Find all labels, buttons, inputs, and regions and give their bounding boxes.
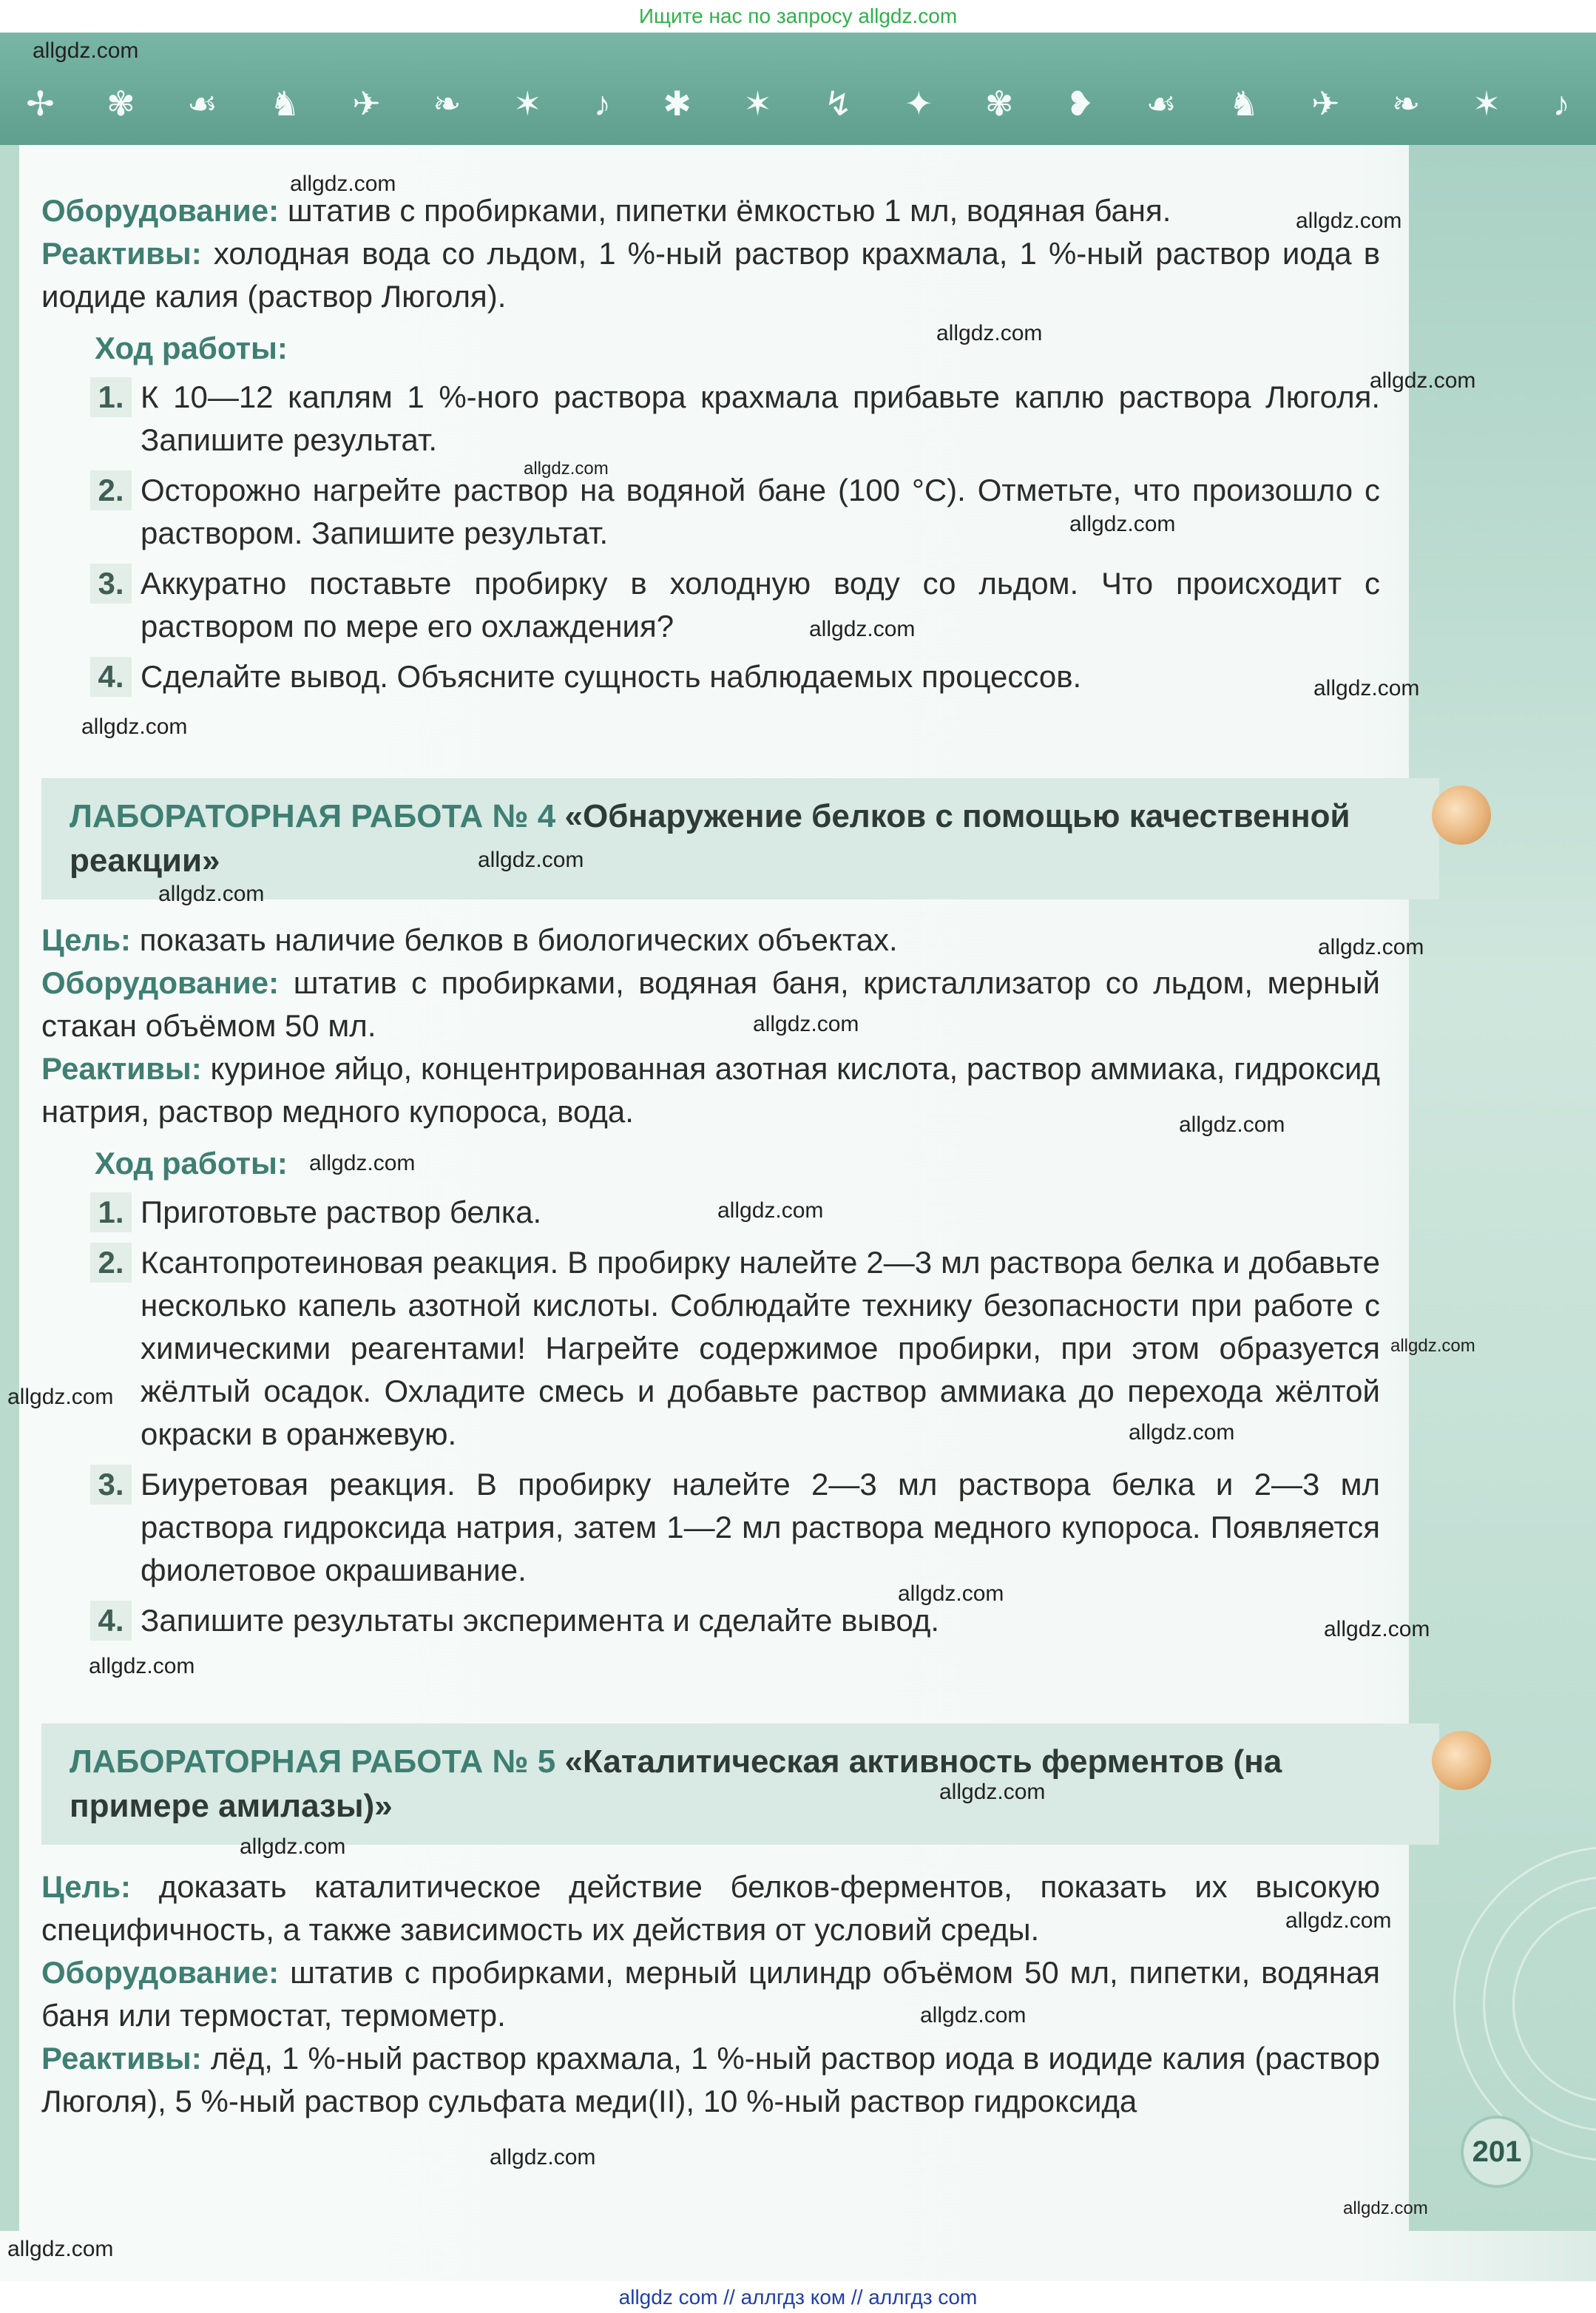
step-number: 1.	[90, 1192, 132, 1232]
step-number: 4.	[90, 1601, 132, 1641]
butterfly-icon: ✾	[106, 84, 135, 123]
watermark: allgdz.com	[1296, 209, 1402, 233]
page-number: 201	[1461, 2116, 1533, 2188]
goal-paragraph	[41, 919, 1380, 962]
lizard-icon: ✶	[1472, 84, 1501, 123]
bird-icon: ✈	[1311, 84, 1340, 123]
step-item	[41, 562, 1380, 648]
left-edge-strip	[0, 145, 19, 2231]
step-item	[41, 1463, 1380, 1592]
step-item	[41, 1191, 1380, 1234]
horse-icon: ♞	[269, 84, 300, 123]
shrimp-icon: ❧	[1391, 84, 1421, 123]
section-lab3-continuation	[41, 189, 1380, 706]
step-number: 2.	[90, 1243, 132, 1283]
steps-title: Ход работы:	[95, 1146, 288, 1181]
equipment-label: Оборудование:	[41, 193, 280, 228]
header-animal-icons	[0, 74, 1596, 133]
watermark: allgdz.com	[753, 1012, 859, 1036]
watermark: allgdz.com	[1313, 676, 1420, 700]
watermark: allgdz.com	[7, 1385, 114, 1409]
equipment-paragraph	[41, 962, 1380, 1047]
bird-icon: ✈	[352, 84, 381, 123]
steps-title: Ход работы:	[95, 331, 288, 365]
seahorse-icon: ♪	[593, 84, 611, 123]
step-item	[41, 655, 1380, 698]
lab5-title	[70, 1740, 1411, 1829]
reagents-paragraph	[41, 232, 1380, 318]
scorpion-icon: ☙	[186, 84, 218, 123]
step-text: Биуретовая реакция. В пробирку налейте 2—3 мл раствора белка и 2—3 мл раствора гидроксида натрия, затем 1—2 мл раствора медного купороса. Появляется фиолетовое окрашивание.	[141, 1467, 1380, 1587]
step-item	[41, 469, 1380, 555]
fish-icon: ❥	[1065, 84, 1095, 123]
shrimp-icon: ❧	[433, 84, 461, 123]
equipment-text: штатив с пробирками, водяная баня, кристаллизатор со льдом, мерный стакан объёмом 50 мл.	[41, 965, 1380, 1043]
step-number: 3.	[90, 564, 132, 604]
butterfly-icon: ✾	[984, 84, 1014, 123]
equipment-text: штатив с пробирками, мерный цилиндр объёмом 50 мл, пипетки, водяная баня или термостат, термометр.	[41, 1955, 1380, 2033]
watermark: allgdz.com	[717, 1198, 824, 1223]
step-item	[41, 376, 1380, 462]
reagents-text: холодная вода со льдом, 1 %-ный раствор крахмала, 1 %-ный раствор иода в иодиде калия (раствор Люголя).	[41, 236, 1381, 314]
turtle-icon: ✦	[904, 84, 933, 123]
step-text: Ксантопротеиновая реакция. В пробирку налейте 2—3 мл раствора белка и добавьте несколько капель азотной кислоты. Соблюдайте технику безопасности при работе с химическими реагентами! Нагрейте содержимое пробирки, при этом образуется жёлтый осадок. Охладите смесь и добавьте раствор аммиака до перехода жёлтой окраски в оранжевую.	[141, 1245, 1380, 1451]
watermark: allgdz.com	[1324, 1617, 1430, 1641]
watermark: allgdz.com	[89, 1654, 195, 1678]
scorpion-icon: ☙	[1146, 84, 1177, 123]
watermark: allgdz.com	[524, 459, 609, 479]
step-item	[41, 1599, 1380, 1642]
watermark: allgdz.com	[936, 321, 1043, 345]
watermark: allgdz.com	[33, 38, 139, 63]
step-number: 1.	[90, 377, 132, 417]
goal-text: доказать каталитическое действие белков-ферментов, показать их высокую специфичность, а также зависимость их действия от условий среды.	[41, 1869, 1380, 1947]
equipment-text: штатив с пробирками, пипетки ёмкостью 1 мл, водяная баня.	[287, 193, 1171, 228]
lab4-title	[70, 794, 1411, 883]
watermark: allgdz.com	[809, 617, 916, 641]
watermark: allgdz.com	[1343, 2198, 1428, 2218]
equipment-paragraph	[41, 189, 1380, 232]
horse-icon: ♞	[1228, 84, 1259, 123]
insect-icon: ✱	[663, 84, 692, 123]
equipment-label: Оборудование:	[41, 1955, 280, 1990]
dragonfly-icon: ✢	[26, 84, 55, 123]
lab5-title-text: «Каталитическая активность ферментов (на примере амилазы)»	[70, 1743, 1282, 1824]
reagents-label: Реактивы:	[41, 236, 202, 271]
watermark: allgdz.com	[1390, 1336, 1475, 1356]
watermark: allgdz.com	[920, 2003, 1027, 2027]
goal-label: Цель:	[41, 922, 132, 957]
reagents-paragraph	[41, 2037, 1380, 2123]
watermark: allgdz.com	[1069, 512, 1176, 536]
goal-text: показать наличие белков в биологических объектах.	[139, 922, 898, 957]
step-number: 3.	[90, 1465, 132, 1505]
watermark: allgdz.com	[1129, 1420, 1235, 1445]
watermark: allgdz.com	[939, 1780, 1046, 1804]
bottom-banner[interactable]: allgdz com // аллгдз ком // аллгдз com	[618, 2286, 978, 2309]
step-text: Аккуратно поставьте пробирку в холодную воду со льдом. Что происходит с раствором по мере его охлаждения?	[141, 566, 1380, 644]
goal-label: Цель:	[41, 1869, 132, 1904]
watermark: allgdz.com	[158, 882, 265, 906]
watermark: allgdz.com	[478, 848, 584, 872]
right-decorative-strip	[1409, 145, 1596, 2231]
reagents-label: Реактивы:	[41, 1051, 202, 1086]
step-text: К 10—12 каплям 1 %-ного раствора крахмала прибавьте каплю раствора Люголя. Запишите результат.	[141, 379, 1380, 457]
watermark: allgdz.com	[898, 1581, 1004, 1606]
step-text: Осторожно нагрейте раствор на водяной бане (100 °C). Отметьте, что произошло с раствором. Запишите результат.	[141, 473, 1380, 550]
watermark: allgdz.com	[290, 172, 396, 196]
watermark: allgdz.com	[1370, 368, 1476, 393]
reagents-label: Реактивы:	[41, 2041, 202, 2076]
lab4-title-text: «Обнаружение белков с помощью качественной реакции»	[70, 798, 1350, 879]
lab4-heading: ЛАБОРАТОРНАЯ РАБОТА № 4	[70, 798, 556, 834]
lab5-heading: ЛАБОРАТОРНАЯ РАБОТА № 5	[70, 1743, 556, 1780]
step-text: Запишите результаты эксперимента и сделайте вывод.	[141, 1603, 940, 1638]
step-text: Сделайте вывод. Объясните сущность наблюдаемых процессов.	[141, 659, 1082, 694]
step-number: 4.	[90, 657, 132, 697]
equipment-label: Оборудование:	[41, 965, 280, 1000]
section-lab4	[41, 919, 1380, 1650]
step-text: Приготовьте раствор белка.	[141, 1195, 542, 1229]
lizard-icon: ✶	[743, 84, 772, 123]
watermark: allgdz.com	[1318, 935, 1424, 959]
lab5-title-band	[41, 1723, 1439, 1845]
reagents-text: куриное яйцо, концентрированная азотная кислота, раствор аммиака, гидроксид натрия, раствор медного купороса, вода.	[41, 1051, 1380, 1129]
section-lab5	[41, 1865, 1380, 2123]
heron-icon: ↯	[824, 84, 853, 123]
seahorse-icon: ♪	[1552, 84, 1570, 123]
reagents-text: лёд, 1 %-ный раствор крахмала, 1 %-ный раствор иода в иодиде калия (раствор Люголя), 5 %-ный раствор сульфата меди(II), 10 %-ный раствор гидроксида	[41, 2041, 1380, 2118]
lizard-icon: ✶	[513, 84, 542, 123]
watermark: allgdz.com	[309, 1151, 416, 1175]
watermark: allgdz.com	[490, 2145, 596, 2170]
watermark: allgdz.com	[1179, 1112, 1285, 1137]
watermark: allgdz.com	[240, 1834, 346, 1859]
watermark: allgdz.com	[1285, 1908, 1392, 1933]
step-number: 2.	[90, 470, 132, 510]
goal-paragraph	[41, 1865, 1380, 1951]
watermark: allgdz.com	[81, 715, 188, 739]
watermark: allgdz.com	[7, 2237, 114, 2261]
equipment-paragraph	[41, 1951, 1380, 2037]
top-banner[interactable]: Ищите нас по запросу allgdz.com	[638, 4, 958, 27]
